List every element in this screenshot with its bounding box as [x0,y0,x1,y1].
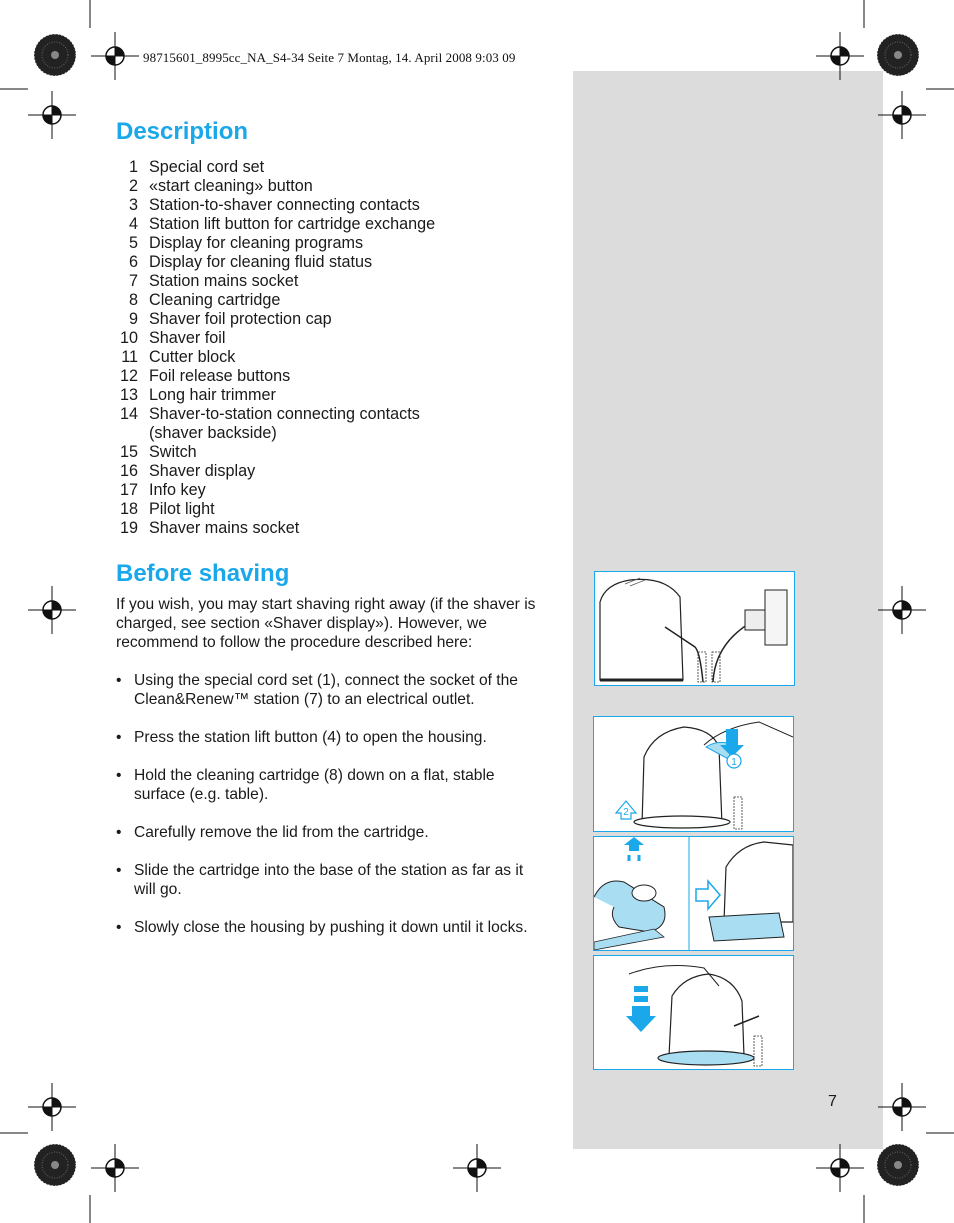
registration-cross-right-lower [878,1083,926,1131]
figure-connect-cord [594,571,795,686]
intro-paragraph: If you wish, you may start shaving right away (if the shaver is charged, see section «Shaver display»). However, we recommend to follow the procedure described here: [116,596,536,651]
registration-cross-top-left [91,32,139,80]
part-number: 10 [119,329,138,347]
bullet-symbol: • [116,729,122,746]
cartridge-illustration [594,837,793,950]
part-number: 7 [128,272,138,290]
part-label: Long hair trimmer [149,386,276,404]
part-number: 9 [128,310,138,328]
registration-cross-left-mid [28,586,76,634]
bullet-symbol: • [116,919,122,936]
page-number: 7 [828,1093,837,1110]
registration-cross-bottom-left [91,1144,139,1192]
fig2-callout-2: 2 [623,807,629,818]
parts-list-item [116,462,435,481]
part-number: 19 [119,519,138,537]
color-target-bottom-right [877,1144,919,1186]
bullet-symbol: • [116,767,122,784]
close-housing-illustration [594,956,793,1069]
parts-list [116,158,435,538]
part-label: Pilot light [149,500,215,518]
figure-close-housing [593,955,794,1070]
part-label: Shaver mains socket [149,519,300,537]
color-target-bottom-left [34,1144,76,1186]
part-number: 15 [119,443,138,461]
registration-cross-bottom-mid [453,1144,501,1192]
registration-cross-left-upper [28,91,76,139]
part-label: Shaver-to-station connecting contacts (shaver backside) [149,405,420,442]
part-label: Station lift button for cartridge exchange [149,215,436,233]
parts-list-item [116,291,435,310]
part-label: Display for cleaning fluid status [149,253,373,271]
instruction-item [116,766,548,804]
parts-list-item [116,158,435,177]
color-target-top-left [34,34,76,76]
parts-list-item [116,519,435,538]
color-target-top-right [877,34,919,76]
instruction-item [116,918,548,937]
part-number: 4 [128,215,138,233]
parts-list-item [116,234,435,253]
parts-list-item [116,310,435,329]
registration-cross-right-mid [878,586,926,634]
fig2-callout-1: 1 [731,757,737,768]
part-number: 18 [119,500,138,518]
parts-list-item [116,196,435,215]
instruction-item [116,728,548,747]
lift-button-illustration [594,717,793,831]
part-number: 1 [128,158,138,176]
part-number: 5 [128,234,138,252]
instruction-text: Press the station lift button (4) to open the housing. [134,729,487,746]
instruction-item [116,823,548,842]
bullet-symbol: • [116,824,122,841]
part-label: Shaver display [149,462,256,480]
part-label: Display for cleaning programs [149,234,364,252]
part-number: 2 [128,177,138,195]
part-number: 13 [119,386,138,404]
before-shaving-heading: Before shaving [116,560,290,587]
part-label: Shaver foil [149,329,226,347]
part-label: Info key [149,481,206,499]
instruction-text: Hold the cleaning cartridge (8) down on a flat, stable surface (e.g. table). [134,767,495,803]
station-cord-illustration [595,572,794,685]
registration-cross-right-upper [878,91,926,139]
part-label: Station mains socket [149,272,299,290]
bullet-symbol: • [116,862,122,879]
parts-list-item [116,443,435,462]
parts-list-item [116,253,435,272]
part-number: 16 [119,462,138,480]
part-number: 11 [121,348,138,366]
instruction-text: Using the special cord set (1), connect the socket of the Clean&Renew™ station (7) to an electrical outlet. [134,672,518,708]
part-number: 8 [128,291,138,309]
part-label: Cleaning cartridge [149,291,281,309]
part-label: Cutter block [149,348,236,366]
instruction-text: Slowly close the housing by pushing it down until it locks. [134,919,528,936]
part-number: 12 [119,367,138,385]
parts-list-item [116,405,435,443]
registration-cross-top-right [816,32,864,80]
instruction-text: Slide the cartridge into the base of the station as far as it will go. [134,862,524,898]
instruction-item [116,671,548,709]
registration-cross-bottom-right [816,1144,864,1192]
part-label: Switch [149,443,197,461]
part-number: 14 [119,405,138,423]
parts-list-item [116,481,435,500]
parts-list-item [116,215,435,234]
part-label: Shaver foil protection cap [149,310,332,328]
description-heading: Description [116,118,249,145]
parts-list-item [116,367,435,386]
bullet-symbol: • [116,672,122,689]
part-number: 6 [128,253,138,271]
parts-list-item [116,348,435,367]
part-label: «start cleaning» button [149,177,313,195]
figure-lift-button [593,716,794,832]
parts-list-item [116,500,435,519]
parts-list-item [116,329,435,348]
part-label: Foil release buttons [149,367,291,385]
parts-list-item [116,386,435,405]
part-number: 3 [128,196,138,214]
part-number: 17 [119,481,138,499]
instruction-item [116,861,548,899]
instruction-list [116,671,548,956]
figure-cartridge [593,836,794,951]
part-label: Special cord set [149,158,265,176]
part-label: Station-to-shaver connecting contacts [149,196,420,214]
registration-cross-left-lower [28,1083,76,1131]
print-slug-line: 98715601_8995cc_NA_S4-34 Seite 7 Montag, 14. April 2008 9:03 09 [143,50,516,65]
parts-list-item [116,272,435,291]
instruction-text: Carefully remove the lid from the cartridge. [134,824,429,841]
parts-list-item [116,177,435,196]
